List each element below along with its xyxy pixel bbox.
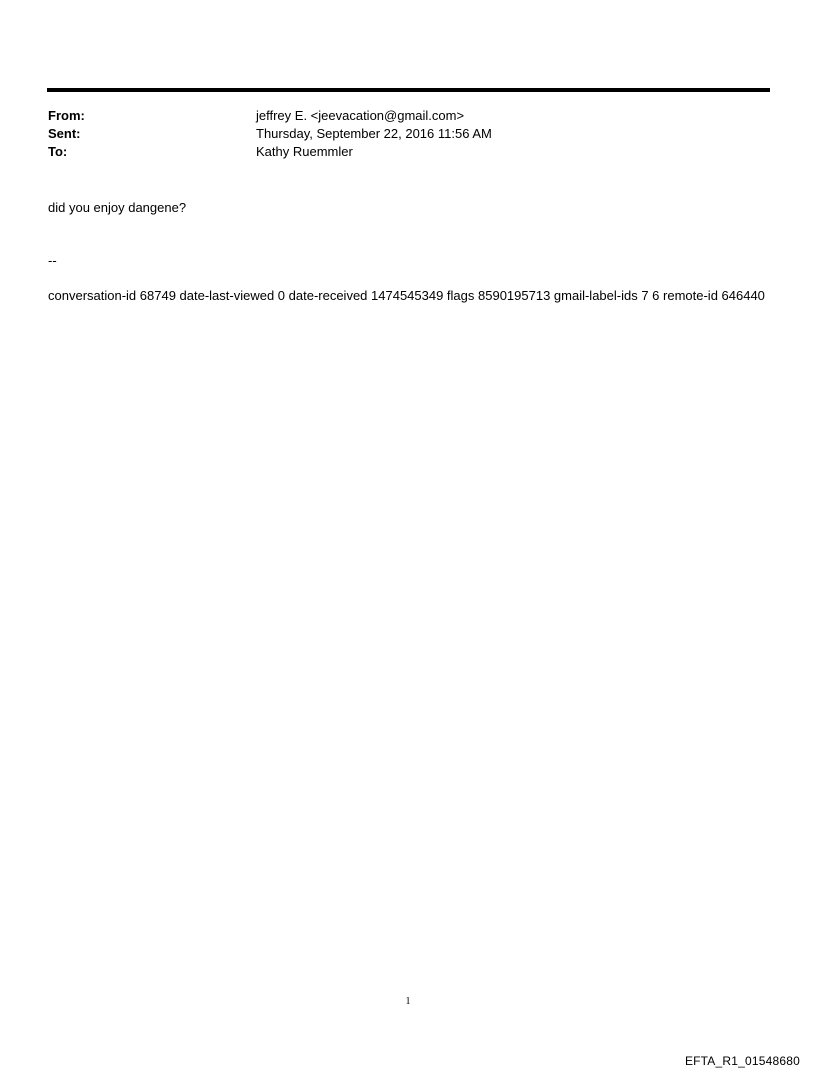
- bates-number: EFTA_R1_01548680: [684, 1054, 800, 1068]
- from-header-row: [48, 107, 464, 125]
- sent-value: Thursday, September 22, 2016 11:56 AM: [256, 126, 492, 141]
- sent-header-row: [48, 125, 492, 143]
- header-divider-rule: [47, 88, 770, 92]
- signature-separator: --: [48, 253, 57, 268]
- from-label: From:: [48, 108, 85, 123]
- page-number: 1: [405, 996, 411, 1007]
- from-value: jeffrey E. <jeevacation@gmail.com>: [256, 108, 465, 123]
- sent-label: Sent:: [48, 126, 81, 141]
- to-value: Kathy Ruemmler: [256, 144, 353, 159]
- to-label: To:: [48, 144, 68, 159]
- email-metadata: conversation-id 68749 date-last-viewed 0 date-received 1474545349 flags 8590195713 gmail-label-ids 7 6 remote-id 646440: [48, 288, 765, 303]
- email-body: did you enjoy dangene?: [48, 200, 187, 215]
- to-header-row: [48, 143, 353, 161]
